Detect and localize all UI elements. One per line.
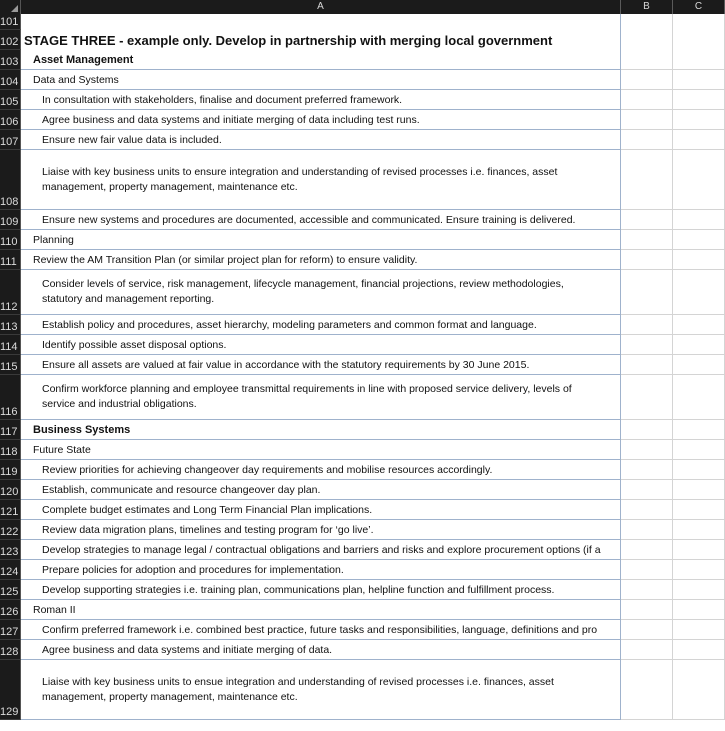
sheet-row	[0, 440, 725, 460]
cell-c[interactable]	[673, 620, 725, 640]
cell-b[interactable]	[621, 70, 673, 90]
row-header[interactable]: 118	[0, 440, 21, 460]
row-header[interactable]: 126	[0, 600, 21, 620]
row-header[interactable]: 129	[0, 660, 21, 720]
cell-b[interactable]	[621, 30, 673, 50]
cell-b[interactable]	[621, 440, 673, 460]
column-header-c[interactable]: C	[673, 0, 725, 14]
row-header[interactable]: 110	[0, 230, 21, 250]
sheet-row	[0, 355, 725, 375]
cell-a[interactable]: Ensure new systems and procedures are documented, accessible and communicated. Ensure training is delivered.	[21, 210, 621, 230]
spreadsheet-grid	[0, 14, 725, 720]
sheet-row	[0, 520, 725, 540]
cell-b[interactable]	[621, 130, 673, 150]
cell-a[interactable]: Confirm preferred framework i.e. combined best practice, future tasks and responsibilities, language, definitions and pro	[21, 620, 621, 640]
cell-a[interactable]: Agree business and data systems and initiate merging of data including test runs.	[21, 110, 621, 130]
cell-a[interactable]: Roman II	[21, 600, 621, 620]
cell-c[interactable]	[673, 150, 725, 210]
cell-a[interactable]: Develop supporting strategies i.e. training plan, communications plan, helpline function and fulfillment process.	[21, 580, 621, 600]
cell-b[interactable]	[621, 230, 673, 250]
row-header[interactable]: 119	[0, 460, 21, 480]
cell-c[interactable]	[673, 210, 725, 230]
cell-b[interactable]	[621, 90, 673, 110]
cell-b[interactable]	[621, 150, 673, 210]
cell-c[interactable]	[673, 230, 725, 250]
cell-c[interactable]	[673, 420, 725, 440]
sheet-row	[0, 70, 725, 90]
row-header[interactable]: 112	[0, 270, 21, 315]
cell-b[interactable]	[621, 375, 673, 420]
row-header[interactable]: 127	[0, 620, 21, 640]
row-header[interactable]: 105	[0, 90, 21, 110]
cell-a[interactable]	[21, 14, 621, 30]
cell-b[interactable]	[621, 110, 673, 130]
sheet-row	[0, 600, 725, 620]
cell-b[interactable]	[621, 14, 673, 30]
row-header[interactable]: 123	[0, 540, 21, 560]
cell-b[interactable]	[621, 540, 673, 560]
cell-a[interactable]: Asset Management	[21, 50, 621, 70]
cell-a[interactable]: Review priorities for achieving changeover day requirements and mobilise resources accordingly.	[21, 460, 621, 480]
row-header[interactable]: 124	[0, 560, 21, 580]
row-header[interactable]: 107	[0, 130, 21, 150]
cell-c[interactable]	[673, 560, 725, 580]
cell-c[interactable]	[673, 520, 725, 540]
sheet-row	[0, 230, 725, 250]
cell-c[interactable]	[673, 50, 725, 70]
select-all-button[interactable]	[0, 0, 21, 14]
cell-a[interactable]: Ensure all assets are valued at fair value in accordance with the statutory requirements by 30 June 2015.	[21, 355, 621, 375]
row-header[interactable]: 109	[0, 210, 21, 230]
cell-b[interactable]	[621, 210, 673, 230]
cell-c[interactable]	[673, 440, 725, 460]
sheet-row	[0, 660, 725, 720]
cell-c[interactable]	[673, 70, 725, 90]
cell-b[interactable]	[621, 460, 673, 480]
cell-c[interactable]	[673, 30, 725, 50]
cell-a[interactable]: Confirm workforce planning and employee transmittal requirements in line with proposed service delivery, levels of service and industrial obligations.	[21, 375, 621, 420]
cell-a[interactable]: In consultation with stakeholders, finalise and document preferred framework.	[21, 90, 621, 110]
sheet-row	[0, 580, 725, 600]
cell-b[interactable]	[621, 50, 673, 70]
cell-b[interactable]	[621, 480, 673, 500]
cell-c[interactable]	[673, 540, 725, 560]
cell-c[interactable]	[673, 250, 725, 270]
row-header[interactable]: 120	[0, 480, 21, 500]
row-header[interactable]: 122	[0, 520, 21, 540]
row-header[interactable]: 113	[0, 315, 21, 335]
cell-a[interactable]: Review the AM Transition Plan (or similar project plan for reform) to ensure validity.	[21, 250, 621, 270]
sheet-row	[0, 640, 725, 660]
sheet-row	[0, 210, 725, 230]
cell-a[interactable]: Liaise with key business units to ensure integration and understanding of revised processes i.e. finances, asset management, property management, maintenance etc.	[21, 150, 621, 210]
cell-a[interactable]: Review data migration plans, timelines and testing program for ‘go live’.	[21, 520, 621, 540]
cell-b[interactable]	[621, 335, 673, 355]
row-header[interactable]: 111	[0, 250, 21, 270]
sheet-row	[0, 460, 725, 480]
cell-a[interactable]: Prepare policies for adoption and procedures for implementation.	[21, 560, 621, 580]
sheet-row	[0, 315, 725, 335]
sheet-row	[0, 50, 725, 70]
cell-c[interactable]	[673, 90, 725, 110]
cell-b[interactable]	[621, 560, 673, 580]
sheet-row	[0, 375, 725, 420]
row-header[interactable]: 103	[0, 50, 21, 70]
sheet-row	[0, 620, 725, 640]
cell-b[interactable]	[621, 355, 673, 375]
row-header[interactable]: 114	[0, 335, 21, 355]
cell-b[interactable]	[621, 660, 673, 720]
cell-b[interactable]	[621, 250, 673, 270]
cell-c[interactable]	[673, 660, 725, 720]
cell-b[interactable]	[621, 500, 673, 520]
sheet-row	[0, 250, 725, 270]
cell-c[interactable]	[673, 355, 725, 375]
row-header[interactable]: 121	[0, 500, 21, 520]
cell-b[interactable]	[621, 315, 673, 335]
cell-c[interactable]	[673, 500, 725, 520]
cell-c[interactable]	[673, 130, 725, 150]
row-header[interactable]: 117	[0, 420, 21, 440]
row-header[interactable]: 104	[0, 70, 21, 90]
sheet-row	[0, 130, 725, 150]
cell-c[interactable]	[673, 600, 725, 620]
row-header[interactable]: 106	[0, 110, 21, 130]
column-header-bar	[0, 0, 725, 14]
cell-a[interactable]: Business Systems	[21, 420, 621, 440]
cell-a[interactable]: Ensure new fair value data is included.	[21, 130, 621, 150]
cell-b[interactable]	[621, 640, 673, 660]
cell-c[interactable]	[673, 315, 725, 335]
row-header[interactable]: 101	[0, 14, 21, 30]
cell-b[interactable]	[621, 620, 673, 640]
sheet-row	[0, 110, 725, 130]
cell-a[interactable]: Data and Systems	[21, 70, 621, 90]
cell-a[interactable]: Establish, communicate and resource changeover day plan.	[21, 480, 621, 500]
row-header[interactable]: 116	[0, 375, 21, 420]
cell-c[interactable]	[673, 460, 725, 480]
cell-c[interactable]	[673, 480, 725, 500]
cell-c[interactable]	[673, 335, 725, 355]
cell-a[interactable]: Liaise with key business units to ensue integration and understanding of revised processes i.e. finances, asset management, property management, maintenance etc.	[21, 660, 621, 720]
column-header-a[interactable]: A	[21, 0, 621, 14]
cell-a[interactable]: Agree business and data systems and initiate merging of data.	[21, 640, 621, 660]
row-header[interactable]: 128	[0, 640, 21, 660]
sheet-row	[0, 420, 725, 440]
cell-c[interactable]	[673, 270, 725, 315]
row-header[interactable]: 115	[0, 355, 21, 375]
sheet-row	[0, 335, 725, 355]
sheet-row	[0, 500, 725, 520]
column-header-b[interactable]: B	[621, 0, 673, 14]
cell-b[interactable]	[621, 270, 673, 315]
cell-a[interactable]: Identify possible asset disposal options.	[21, 335, 621, 355]
cell-b[interactable]	[621, 600, 673, 620]
cell-c[interactable]	[673, 580, 725, 600]
sheet-row	[0, 30, 725, 50]
sheet-row	[0, 14, 725, 30]
row-header[interactable]: 108	[0, 150, 21, 210]
sheet-row	[0, 150, 725, 210]
cell-a[interactable]: Establish policy and procedures, asset hierarchy, modeling parameters and common format and language.	[21, 315, 621, 335]
sheet-row	[0, 560, 725, 580]
cell-c[interactable]	[673, 110, 725, 130]
cell-a[interactable]: Future State	[21, 440, 621, 460]
sheet-row	[0, 540, 725, 560]
cell-b[interactable]	[621, 580, 673, 600]
sheet-row	[0, 90, 725, 110]
cell-b[interactable]	[621, 520, 673, 540]
cell-c[interactable]	[673, 640, 725, 660]
sheet-row	[0, 480, 725, 500]
cell-c[interactable]	[673, 375, 725, 420]
row-header[interactable]: 125	[0, 580, 21, 600]
cell-c[interactable]	[673, 14, 725, 30]
cell-a[interactable]: Develop strategies to manage legal / contractual obligations and barriers and risks and explore procurement options (if a	[21, 540, 621, 560]
row-header[interactable]: 102	[0, 30, 21, 50]
cell-a[interactable]: Consider levels of service, risk management, lifecycle management, financial projections, review methodologies, statutory and management reporting.	[21, 270, 621, 315]
cell-a[interactable]: Planning	[21, 230, 621, 250]
cell-a[interactable]: Complete budget estimates and Long Term Financial Plan implications.	[21, 500, 621, 520]
cell-a[interactable]: STAGE THREE - example only. Develop in partnership with merging local government	[21, 30, 621, 50]
sheet-row	[0, 270, 725, 315]
cell-b[interactable]	[621, 420, 673, 440]
